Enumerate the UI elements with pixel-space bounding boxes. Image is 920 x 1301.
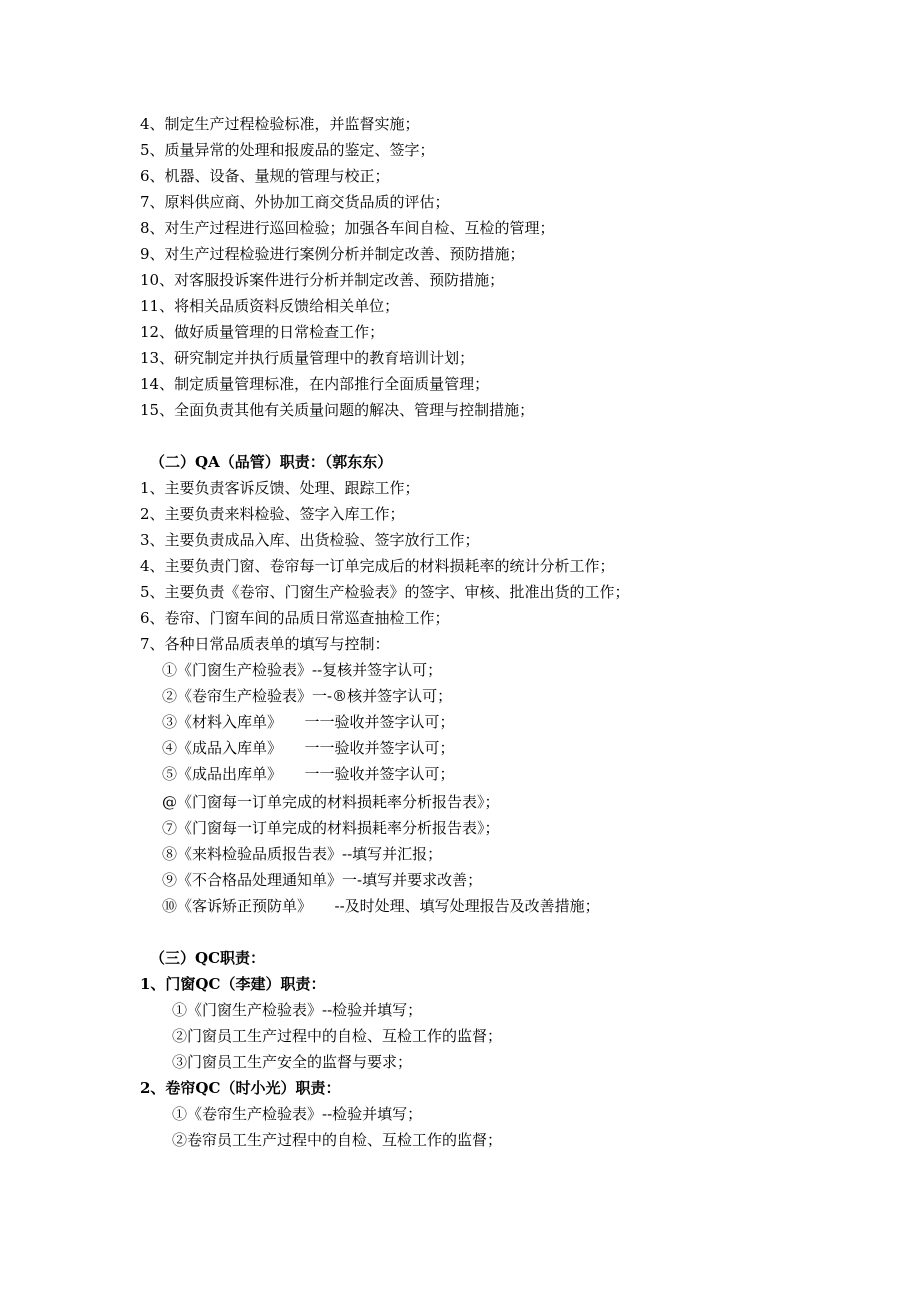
- qc-shutter-heading: 2、卷帘QC（时小光）职责：: [140, 1079, 341, 1097]
- list-item: 12、做好质量管理的日常检查工作；: [140, 323, 385, 341]
- qa-form-item: ④《成品入库单》 一一验收并签字认可；: [162, 739, 455, 757]
- qa-form-item: ⑤《成品出库单》 一一验收并签字认可；: [162, 765, 455, 783]
- qc-shutter-item: ②卷帘员工生产过程中的自检、互检工作的监督；: [172, 1131, 503, 1149]
- list-item: 11、将相关品质资料反馈给相关单位；: [140, 297, 400, 315]
- qa-form-item: ⑩《客诉矫正预防单》 --及时处理、填写处理报告及改善措施；: [162, 897, 600, 915]
- list-item: 15、全面负责其他有关质量问题的解决、管理与控制措施；: [140, 401, 535, 419]
- qc-section-heading: （三）QC职责：: [150, 949, 266, 967]
- qa-form-item: ⑨《不合格品处理通知单》一-填写并要求改善；: [162, 871, 483, 889]
- qa-section-heading: （二）QA（品管）职责：（郭东东）: [150, 453, 393, 471]
- list-item: 4、制定生产过程检验标准，并监督实施；: [140, 115, 420, 133]
- qc-door-item: ②门窗员工生产过程中的自检、互检工作的监督；: [172, 1027, 503, 1045]
- qa-duty-item: 5、主要负责《卷帘、门窗生产检验表》的签字、审核、批准出货的工作；: [140, 583, 630, 601]
- list-item: 10、对客服投诉案件进行分析并制定改善、预防措施；: [140, 271, 505, 289]
- qa-duty-item: 7、各种日常品质表单的填写与控制：: [140, 635, 390, 653]
- qc-door-item: ①《门窗生产检验表》--检验并填写；: [172, 1001, 423, 1019]
- qa-duty-item: 4、主要负责门窗、卷帘每一订单完成后的材料损耗率的统计分析工作；: [140, 557, 615, 575]
- qa-form-item: ③《材料入库单》 一一验收并签字认可；: [162, 713, 455, 731]
- list-item: 7、原料供应商、外协加工商交货品质的评估；: [140, 193, 450, 211]
- qa-form-item: ⑦《门窗每一订单完成的材料损耗率分析报告表》；: [162, 819, 500, 837]
- qa-form-item: ⑧《来料检验品质报告表》--填写并汇报；: [162, 845, 443, 863]
- list-item: 5、质量异常的处理和报废品的鉴定、签字；: [140, 141, 435, 159]
- list-item: 13、研究制定并执行质量管理中的教育培训计划；: [140, 349, 475, 367]
- list-item: 6、机器、设备、量规的管理与校正；: [140, 167, 390, 185]
- qc-door-item: ③门窗员工生产安全的监督与要求；: [172, 1053, 413, 1071]
- qc-door-heading: 1、门窗QC（李建）职责：: [140, 975, 326, 993]
- qa-form-item: ①《门窗生产检验表》--复核并签字认可；: [162, 661, 443, 679]
- qa-duty-item: 1、主要负责客诉反馈、处理、跟踪工作；: [140, 479, 420, 497]
- list-item: 8、对生产过程进行巡回检验；加强各车间自检、互检的管理；: [140, 219, 555, 237]
- list-item: 14、制定质量管理标准，在内部推行全面质量管理；: [140, 375, 490, 393]
- qa-duty-item: 3、主要负责成品入库、出货检验、签字放行工作；: [140, 531, 480, 549]
- list-item: 9、对生产过程检验进行案例分析并制定改善、预防措施；: [140, 245, 525, 263]
- qa-form-item: @《门窗每一订单完成的材料损耗率分析报告表》；: [162, 793, 500, 811]
- qa-form-item: ②《卷帘生产检验表》一-®核并签字认可；: [162, 687, 453, 705]
- qc-shutter-item: ①《卷帘生产检验表》--检验并填写；: [172, 1105, 423, 1123]
- qa-duty-item: 6、卷帘、门窗车间的品质日常巡查抽检工作；: [140, 609, 450, 627]
- qa-duty-item: 2、主要负责来料检验、签字入库工作；: [140, 505, 405, 523]
